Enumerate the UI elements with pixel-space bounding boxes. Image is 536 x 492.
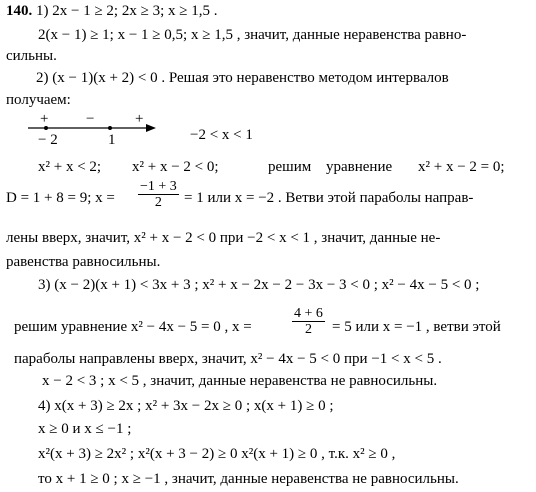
part2-line6: равенства равносильны. [6, 254, 161, 270]
part2-line3c: решим [268, 159, 312, 175]
part2-line1: 2) (x − 1)(x + 2) < 0 . Решая это неравенство методом интервалов [36, 70, 449, 86]
part3-line1: 3) (x − 2)(x + 1) < 3x + 3 ; x² + x − 2x − 2 − 3x − 3 < 0 ; x² − 4x − 5 < 0 ; [38, 277, 480, 293]
part3-line2b: = 5 или x = −1 , ветви этой [332, 319, 501, 335]
fraction-root-1 [138, 179, 179, 210]
sign-minus-middle: − [86, 111, 95, 127]
fraction-denominator: 2 [154, 195, 162, 210]
fraction-numerator: −1 + 3 [140, 179, 177, 194]
part2-line3a: x² + x < 2; [38, 159, 102, 175]
point-label-1: 1 [108, 132, 116, 148]
part1-line1: 140. 1) 2x − 1 ≥ 2; 2x ≥ 3; x ≥ 1,5 . [6, 3, 218, 19]
part4-line1: 4) x(x + 3) ≥ 2x ; x² + 3x − 2x ≥ 0 ; x(x + 1) ≥ 0 ; [38, 398, 334, 414]
point-label-minus-2: − 2 [38, 132, 58, 148]
sign-plus-left: + [40, 111, 49, 127]
part1-line2: 2(x − 1) ≥ 1; x − 1 ≥ 0,5; x ≥ 1,5 , значит, данные неравенства равно- [38, 27, 467, 43]
fraction-root-2 [292, 306, 325, 337]
part2-line3d: уравнение [326, 159, 393, 175]
part4-line3: x²(x + 3) ≥ 2x² ; x²(x + 3 − 2) ≥ 0 x²(x + 1) ≥ 0 , т.к. x² ≥ 0 , [38, 446, 396, 462]
fraction-numerator: 4 + 6 [294, 306, 323, 321]
fraction-denominator: 2 [304, 322, 312, 337]
part4-line2: x ≥ 0 и x ≤ −1 ; [38, 421, 132, 437]
part1-line3: сильны. [6, 48, 57, 64]
part3-line4: x − 2 < 3 ; x < 5 , значит, данные неравенства не равносильны. [42, 373, 438, 389]
point-1 [108, 126, 112, 130]
part2-line3e: x² + x − 2 = 0; [418, 159, 505, 175]
part3-line3: параболы направлены вверх, значит, x² − 4x − 5 < 0 при −1 < x < 5 . [14, 351, 442, 367]
sign-plus-right: + [135, 111, 144, 127]
part2-line3b: x² + x − 2 < 0; [132, 159, 219, 175]
part2-line2: получаем: [6, 92, 71, 108]
part4-line4: то x + 1 ≥ 0 ; x ≥ −1 , значит, данные неравенства не равносильны. [38, 471, 459, 487]
part2-line4a: D = 1 + 8 = 9; x = [6, 190, 115, 206]
axis-arrow-icon [146, 124, 156, 132]
part2-line4b: = 1 или x = −2 . Ветви этой параболы направ- [184, 190, 474, 206]
part2-line5: лены вверх, значит, x² + x − 2 < 0 при −2 < x < 1 , значит, данные не- [6, 230, 441, 246]
interval-result: −2 < x < 1 [190, 127, 253, 143]
problem-number: 140. [6, 3, 33, 19]
part3-line2a: решим уравнение x² − 4x − 5 = 0 , x = [14, 319, 252, 335]
